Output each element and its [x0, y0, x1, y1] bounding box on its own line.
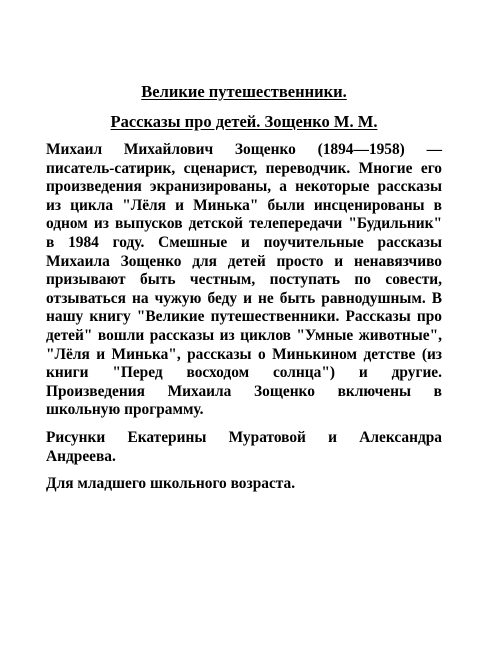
illustrators-credit: Рисунки Екатерины Муратовой и Александра Андреева. [46, 428, 442, 465]
age-recommendation: Для младшего школьного возраста. [46, 475, 296, 493]
document-page [46, 82, 442, 494]
book-description: Михаил Михайлович Зощенко (1894—1958) — писатель-сатирик, сценарист, переводчик. Многие его произведения экранизированы, а некоторые рассказы из цикла "Лёля и Минька" были инсценированы в одном из выпусков детской телепередачи "Будильник" в 1984 году. Смешные и поучительные рассказы Михаила Зощенко для детей просто и ненавязчиво призывают быть честным, поступать по совести, отзываться на чужую беду и не быть равнодушным. В нашу книгу "Великие путешественники. Рассказы про детей" вошли рассказы из циклов "Умные животные", "Лёля и Минька", рассказы о Минькином детстве (из книги "Перед восходом солнца") и другие. Произведения Михаила Зощенко включены в школьную программу. [46, 141, 442, 419]
book-subtitle: Рассказы про детей. Зощенко М. М. [110, 112, 378, 131]
book-title: Великие путешественники. [141, 82, 347, 101]
